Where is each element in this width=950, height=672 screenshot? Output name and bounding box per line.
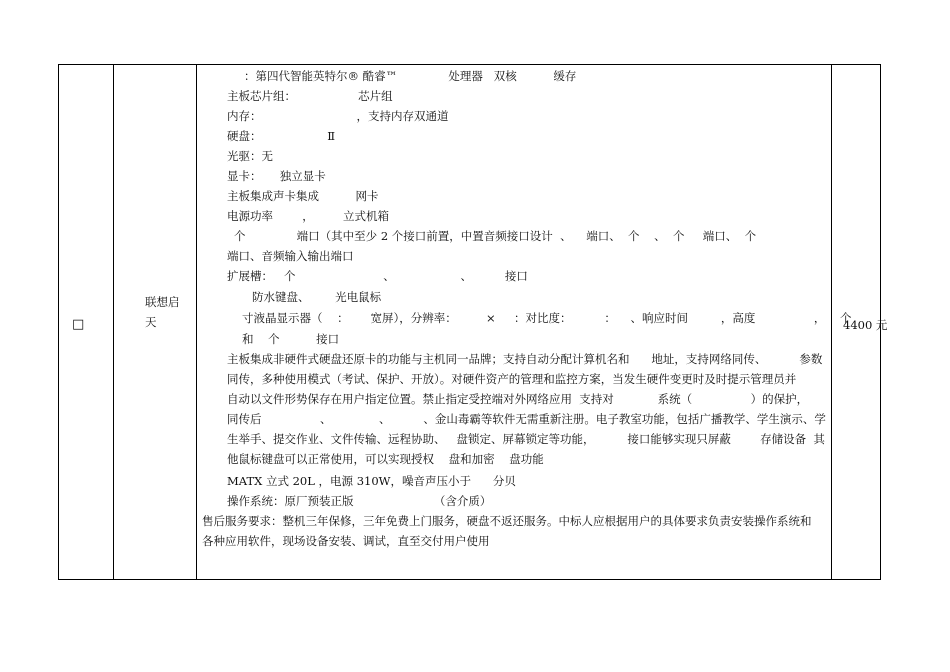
spec-power-case: 电源功率 ， 立式机箱 <box>227 209 389 223</box>
spec-ports-cont: 端口、音频输入输出端口 <box>227 249 354 263</box>
spec-restore-card-cont: 自动以文件形势保存在用户指定位置。禁止指定受控端对外网络应用 支持对 系统（ ）的保护， <box>227 392 809 406</box>
column-divider <box>196 65 197 579</box>
spec-restore-card-cont: 生举手、提交作业、文件传输、远程协助、 盘锁定、屏幕锁定等功能， 接口能够实现只屏蔽 存储设备 其 <box>227 432 825 446</box>
brand-name-line2: 天 <box>145 315 157 329</box>
price-value: 4400 元 <box>843 318 888 332</box>
spec-table <box>58 64 888 580</box>
spec-restore-card: 主板集成非硬件式硬盘还原卡的功能与主机同一品牌；支持自动分配计算机名和 地址，支持网络同传、 参数 <box>227 352 823 366</box>
spec-chipset: 主板芯片组： 芯片组 <box>227 89 393 103</box>
column-divider <box>113 65 114 579</box>
spec-keyboard-mouse: 防水键盘、 光电鼠标 <box>252 290 382 304</box>
spec-chassis: MATX 立式 20L ，电源 310W，噪音声压小于 分贝 <box>227 474 516 488</box>
spec-cpu: ：第四代智能英特尔® 酷睿™ 处理器 双核 缓存 <box>244 69 577 83</box>
spec-restore-card-cont: 他鼠标键盘可以正常使用，可以实现授权 盘和加密 盘功能 <box>227 452 544 466</box>
spec-audio-network: 主板集成声卡集成 网卡 <box>227 189 379 203</box>
spec-expansion: 扩展槽： 个 、 、 接口 <box>227 269 528 283</box>
after-sales-service-cont: 各种应用软件，现场设备安装、调试，直至交付用户使用 <box>202 534 490 548</box>
spec-graphics: 显卡： 独立显卡 <box>227 169 326 183</box>
spec-restore-card-cont: 同传，多种使用模式（考试、保护、开放）。对硬件资产的管理和监控方案，当发生硬件变更时及时提示管理员并 <box>227 372 797 386</box>
spec-disk: 硬盘： Ⅱ <box>227 129 336 143</box>
spec-memory: 内存： ，支持内存双通道 <box>227 109 449 123</box>
spec-display: 寸液晶显示器（ ： 宽屏），分辨率： × ：对比度： ： 、响应时间 ，高度 ， 个 <box>242 311 852 325</box>
spec-restore-card-cont: 同传后 、 、 、金山毒霸等软件无需重新注册。电子教室功能，包括广播教学、学生演示、学 <box>227 412 826 426</box>
spec-optical: 光驱：无 <box>227 149 273 163</box>
after-sales-service: 售后服务要求：整机三年保修，三年免费上门服务，硬盘不返还服务。中标人应根据用户的具体要求负责安装操作系统和 <box>202 514 812 528</box>
brand-name-line1: 联想启 <box>145 295 180 309</box>
spec-os: 操作系统：原厂预装正版 （含介质） <box>227 494 492 508</box>
spec-ports: 个 端口（其中至少 2 个接口前置，中置音频接口设计 、 端口、 个 、 个 端口、 个 <box>234 229 757 243</box>
spec-display-cont: 和 个 接口 <box>242 332 340 346</box>
row-checkbox[interactable]: □ <box>72 317 85 332</box>
